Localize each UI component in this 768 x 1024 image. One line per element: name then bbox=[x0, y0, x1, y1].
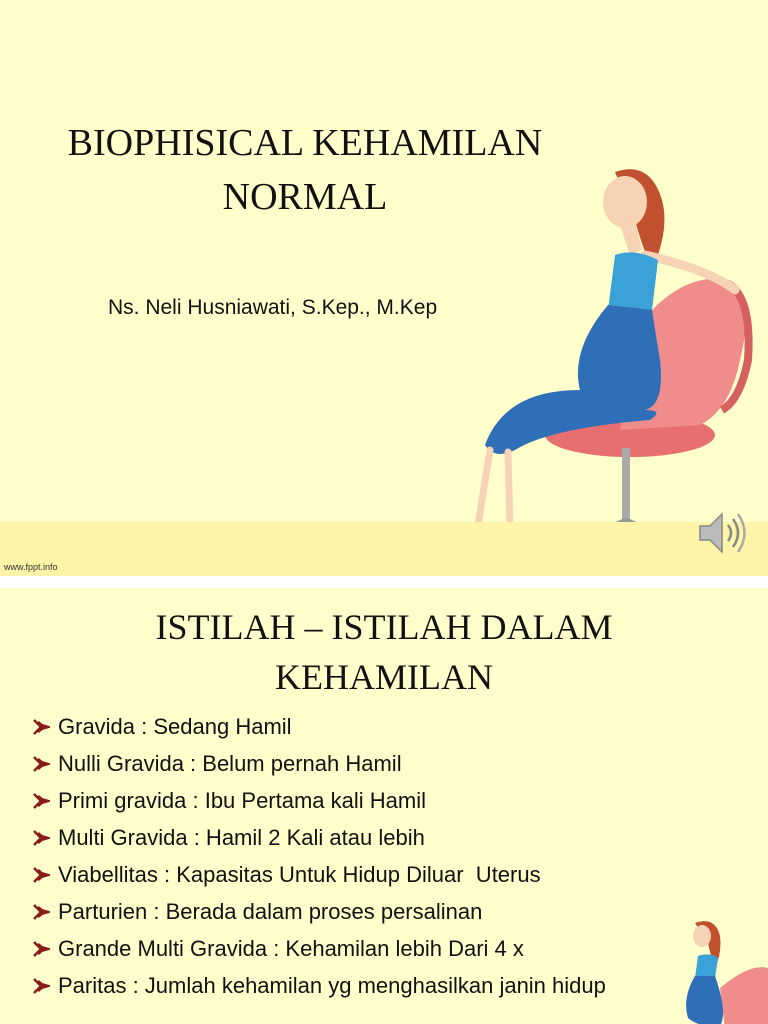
content-slide bbox=[0, 588, 768, 1024]
bullet-icon bbox=[32, 903, 50, 921]
list-item: Paritas : Jumlah kehamilan yg menghasilkan janin hidup bbox=[32, 967, 682, 1004]
bullet-icon bbox=[32, 755, 50, 773]
title-line-2: NORMAL bbox=[222, 176, 388, 218]
title-line-2: KEHAMILAN bbox=[275, 657, 493, 697]
title-line-1: BIOPHISICAL KEHAMILAN bbox=[67, 122, 543, 164]
bullet-icon bbox=[32, 977, 50, 995]
list-item: Multi Gravida : Hamil 2 Kali atau lebih bbox=[32, 819, 682, 856]
pregnant-woman-illustration bbox=[680, 918, 768, 1024]
list-item: Nulli Gravida : Belum pernah Hamil bbox=[32, 745, 682, 782]
slide-title bbox=[0, 602, 768, 702]
list-item: Parturien : Berada dalam proses persalinan bbox=[32, 893, 682, 930]
list-item: Viabellitas : Kapasitas Untuk Hidup Diluar Uterus bbox=[32, 856, 682, 893]
bullet-icon bbox=[32, 940, 50, 958]
bullet-icon bbox=[32, 718, 50, 736]
footer-band bbox=[0, 522, 768, 576]
list-item: Grande Multi Gravida : Kehamilan lebih Dari 4 x bbox=[32, 930, 682, 967]
terms-list bbox=[32, 708, 682, 1004]
list-item: Gravida : Sedang Hamil bbox=[32, 708, 682, 745]
speaker-icon[interactable] bbox=[696, 506, 750, 560]
bullet-icon bbox=[32, 866, 50, 884]
title-line-1: ISTILAH – ISTILAH DALAM bbox=[155, 607, 613, 647]
bullet-icon bbox=[32, 829, 50, 847]
footer-url: www.fppt.info bbox=[4, 562, 58, 572]
list-item: Primi gravida : Ibu Pertama kali Hamil bbox=[32, 782, 682, 819]
author-name: Ns. Neli Husniawati, S.Kep., M.Kep bbox=[108, 296, 438, 319]
bullet-icon bbox=[32, 792, 50, 810]
